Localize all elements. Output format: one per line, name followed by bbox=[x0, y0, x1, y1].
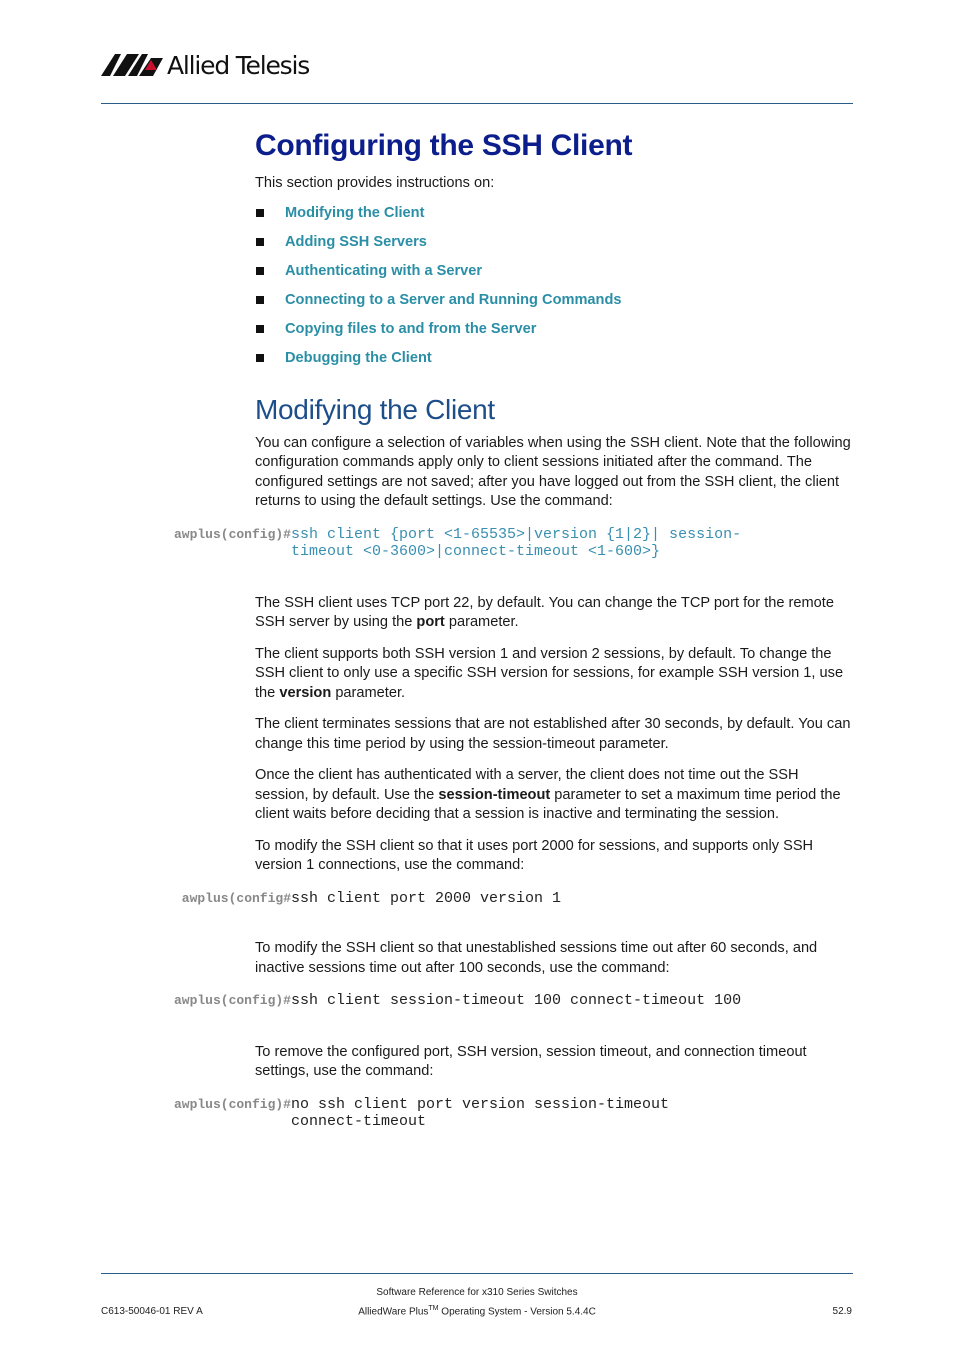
toc-list bbox=[255, 204, 855, 378]
section-heading: Modifying the Client bbox=[255, 393, 495, 425]
command-example bbox=[145, 890, 855, 908]
command-example bbox=[145, 526, 855, 561]
main-content bbox=[173, 124, 855, 1131]
paragraph: The client supports both SSH version 1 and version 2 sessions, by default. To change the SSH client to only use a specific SSH version for sessions, for example SSH version 1, use the version parameter. bbox=[255, 645, 844, 701]
bullet-square-icon bbox=[256, 325, 264, 333]
command-prompt: awplus(config)# bbox=[173, 1096, 291, 1112]
paragraph: To remove the configured port, SSH version, session timeout, and connection timeout settings, use the command: bbox=[255, 1043, 807, 1079]
bullet-square-icon bbox=[256, 238, 264, 246]
toc-link-modifying-client[interactable]: Modifying the Client bbox=[285, 204, 425, 221]
command-syntax: ssh client session-timeout 100 connect-timeout 100 bbox=[291, 992, 742, 1009]
command-prompt: awplus(config# bbox=[181, 890, 291, 906]
command-syntax: no ssh client port version session-timeout connect-timeout bbox=[291, 1095, 679, 1130]
page-title: Configuring the SSH Client bbox=[255, 129, 633, 162]
paragraph: You can configure a selection of variables when using the SSH client. Note that the following configuration commands apply only to client sessions initiated after the command. The configured settings are not saved; after you have logged out from the SSH client, the client returns to using the default settings. Use the command: bbox=[255, 434, 851, 509]
list-item bbox=[255, 349, 855, 378]
footer-subtitle: AlliedWare Plus™ Operating System - Version 5.4.4C bbox=[358, 1305, 596, 1318]
paragraph: To modify the SSH client so that it uses port 2000 for sessions, and supports only SSH version 1 connections, use the command: bbox=[255, 837, 814, 873]
intro-text: This section provides instructions on: bbox=[255, 175, 495, 191]
list-item bbox=[255, 262, 855, 291]
list-item bbox=[255, 233, 855, 262]
toc-link-adding-servers[interactable]: Adding SSH Servers bbox=[285, 233, 427, 250]
toc-link-copying-files[interactable]: Copying files to and from the Server bbox=[285, 320, 537, 337]
bullet-square-icon bbox=[256, 354, 264, 362]
command-syntax: ssh client port 2000 version 1 bbox=[291, 889, 562, 907]
footer-page-number: 52.9 bbox=[832, 1306, 852, 1317]
footer-title: Software Reference for x310 Series Switches bbox=[376, 1287, 578, 1298]
command-prompt: awplus(config)# bbox=[173, 993, 291, 1008]
command-prompt: awplus(config)# bbox=[173, 526, 291, 542]
footer-doc-id: C613-50046-01 REV A bbox=[101, 1306, 203, 1317]
paragraph: The client terminates sessions that are not established after 30 seconds, by default. You can change this time period by using the session-timeout parameter. bbox=[255, 716, 851, 752]
list-item bbox=[255, 320, 855, 349]
paragraph: The SSH client uses TCP port 22, by default. You can change the TCP port for the remote SSH server by using the port parameter. bbox=[255, 594, 834, 630]
list-item bbox=[255, 291, 855, 320]
allied-telesis-logo-icon bbox=[101, 54, 163, 76]
command-example bbox=[145, 1096, 855, 1131]
toc-link-connecting[interactable]: Connecting to a Server and Running Commands bbox=[285, 291, 622, 308]
toc-link-debugging[interactable]: Debugging the Client bbox=[285, 349, 432, 366]
paragraph: Once the client has authenticated with a server, the client does not time out the SSH session, by default. Use the session-timeout parameter to set a maximum time period the client waits before deciding that a session is inactive and terminating the session. bbox=[255, 767, 841, 822]
toc-link-authenticating[interactable]: Authenticating with a Server bbox=[285, 262, 483, 279]
footer-rule bbox=[101, 1273, 853, 1274]
company-logo bbox=[101, 50, 309, 80]
command-syntax: ssh client {port <1-65535>|version {1|2}| session-timeout <0-3600>|connect-timeout <1-600>} bbox=[291, 525, 742, 560]
list-item bbox=[255, 204, 855, 233]
paragraph: To modify the SSH client so that unestablished sessions time out after 60 seconds, and inactive sessions time out after 100 seconds, use the command: bbox=[255, 940, 818, 976]
command-example bbox=[145, 992, 855, 1010]
header-rule bbox=[101, 103, 853, 104]
bullet-square-icon bbox=[256, 296, 264, 304]
logo-text: Allied Telesis bbox=[167, 50, 310, 80]
bullet-square-icon bbox=[256, 267, 264, 275]
bullet-square-icon bbox=[256, 209, 264, 217]
